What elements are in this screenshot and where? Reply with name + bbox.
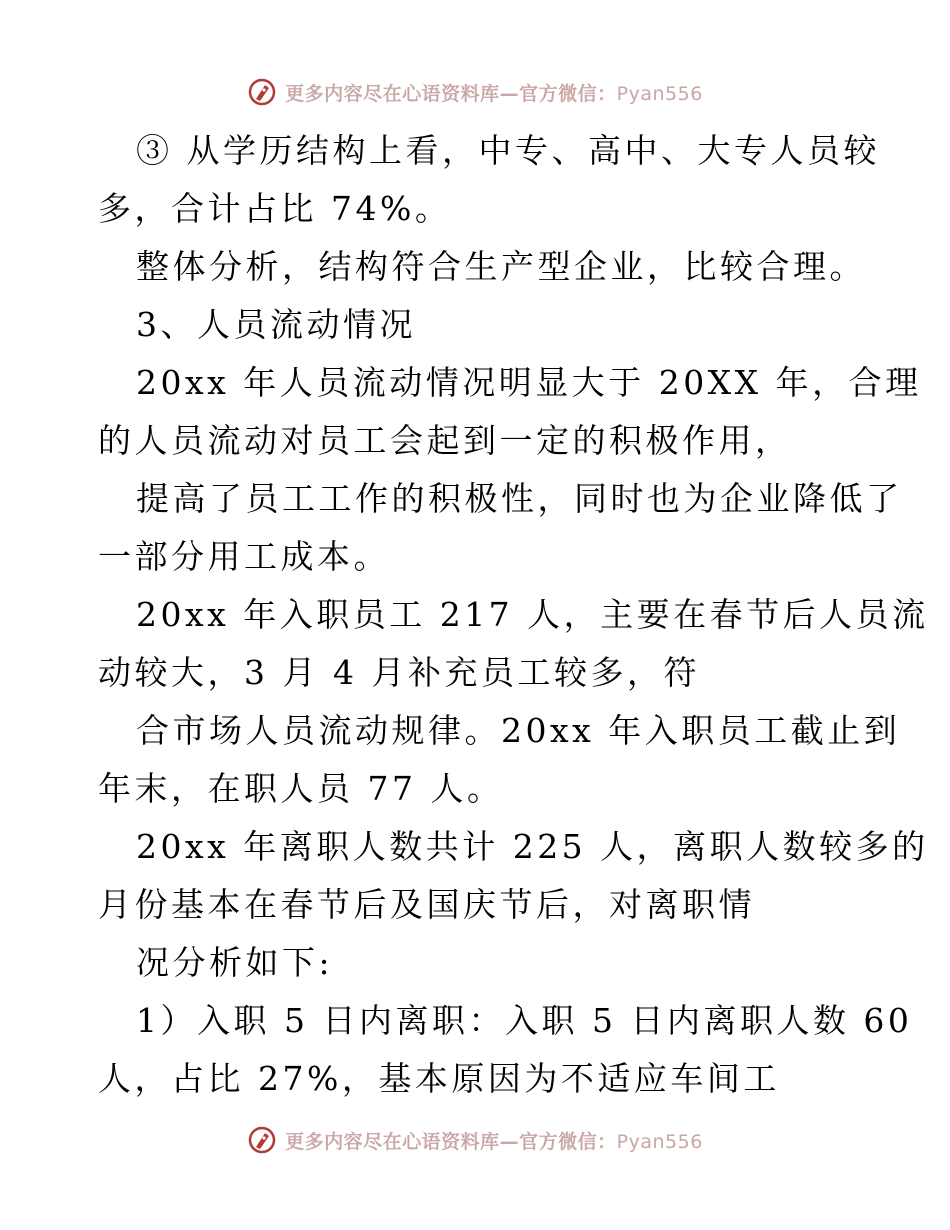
text-line: 况分析如下: [136,943,334,982]
watermark-text: 更多内容尽在心语资料库—官方微信：Pyan556 [285,1130,703,1153]
text-line: 20xx 年入职员工 217 人，主要在春节后人员流 [136,595,929,634]
watermark-text: 更多内容尽在心语资料库—官方微信：Pyan556 [285,82,703,105]
document-body [98,122,929,1108]
text-line: 年末，在职人员 77 人。 [98,769,504,808]
text-line: 月份基本在春节后及国庆节后，对离职情 [98,885,755,924]
text-line: 整体分析，结构符合生产型企业，比较合理。 [136,247,866,286]
section-heading: 3、人员流动情况 [136,305,416,344]
footer-watermark [0,1120,950,1160]
pen-nib-logo-icon [247,77,277,107]
text-line: 人，占比 27%，基本原因为不适应车间工 [98,1059,780,1098]
text-line: 的人员流动对员工会起到一定的积极作用， [98,421,792,460]
text-line: 多，合计占比 74%。 [98,189,452,228]
text-line: 合市场人员流动规律。20xx 年入职员工截止到 [136,711,901,750]
pen-nib-logo-icon [247,1125,277,1155]
header-watermark [0,72,950,112]
text-line: 20xx 年离职人数共计 225 人，离职人数较多的 [136,827,929,866]
text-line: 1）入职 5 日内离职：入职 5 日内离职人数 60 [136,1001,913,1040]
text-line: 20xx 年人员流动情况明显大于 20XX 年，合理 [136,363,922,402]
text-line: 动较大，3 月 4 月补充员工较多，符 [98,653,700,692]
text-line: 一部分用工成本。 [98,537,390,576]
text-line: ③ 从学历结构上看，中专、高中、大专人员较 [136,131,880,170]
text-line: 提高了员工工作的积极性，同时也为企业降低了 [136,479,903,518]
